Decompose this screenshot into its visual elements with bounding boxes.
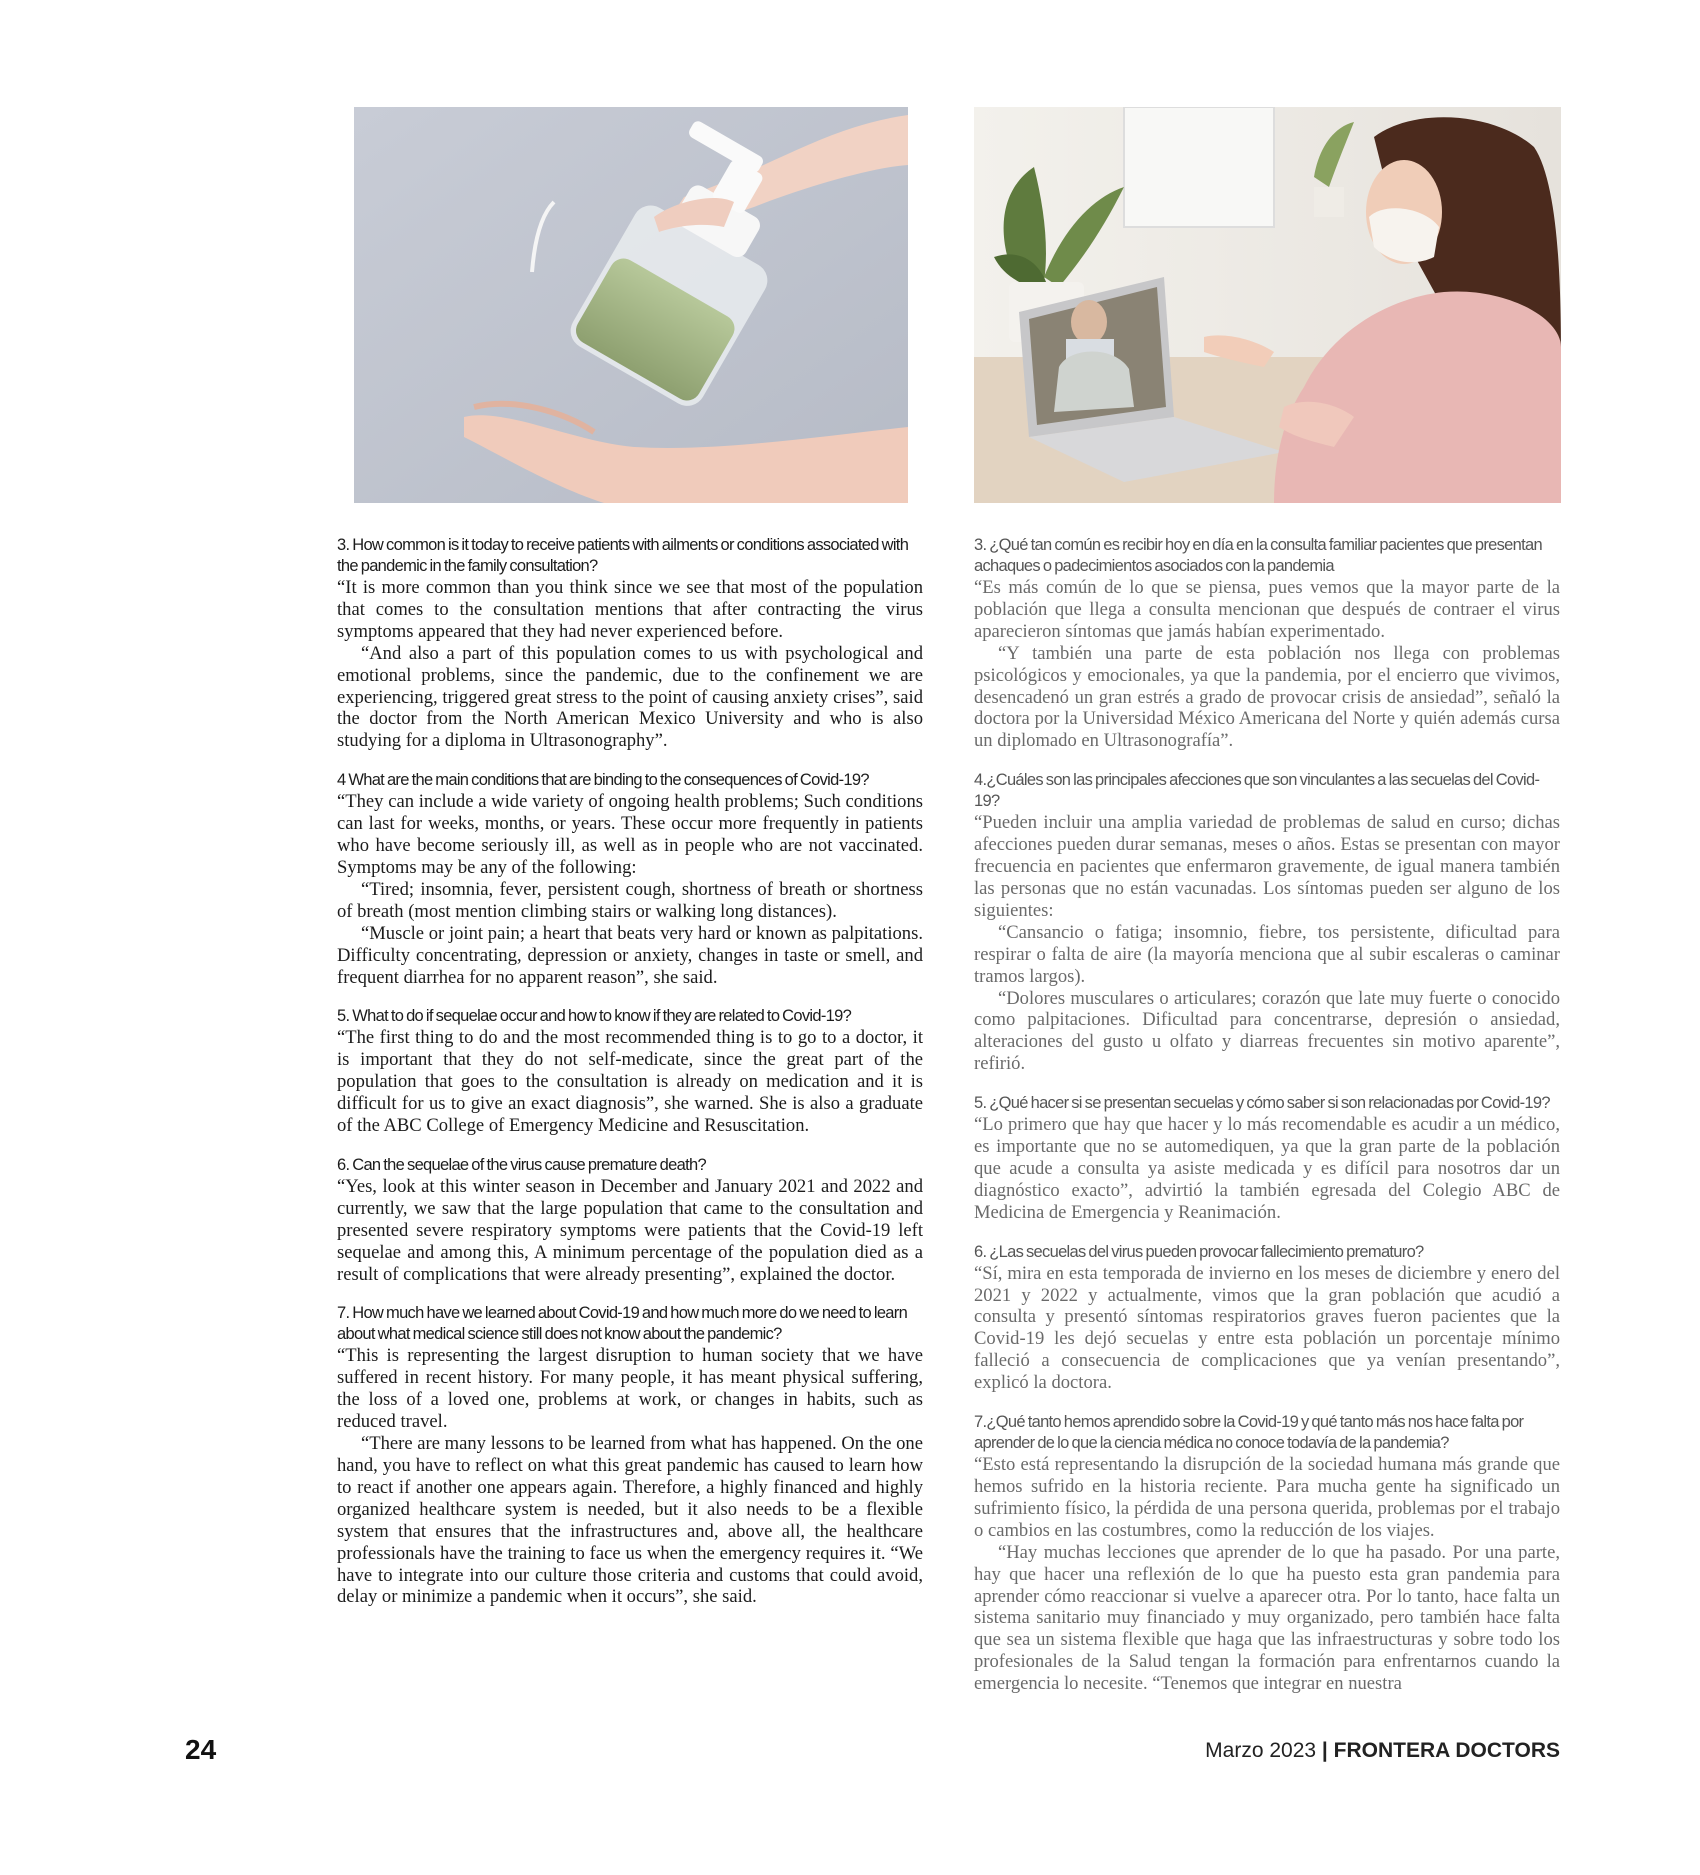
- english-question: 4 What are the main conditions that are binding to the consequences of Covid-19?: [337, 771, 869, 790]
- english-section-5: [337, 1303, 923, 1608]
- english-paragraph: “There are many lessons to be learned from what has happened. On the one hand, you have to reflect on what this great pandemic has caused to learn how to react if another one appears again. Therefore, a highly financed and highly organized healthcare system is needed, but it also needs to be a flexible system that ensures that the infrastructures and, above all, the healthcare professionals have the training to face us when the emergency requires it. “We have to integrate into our culture those criteria and customs that could avoid, delay or minimize a pandemic when it occurs”, she said.: [337, 1433, 923, 1608]
- spanish-section-1: [974, 535, 1560, 752]
- spanish-paragraph: “Esto está representando la disrupción de la sociedad humana más grande que hemos sufrido en la historia reciente. Para mucha gente ha significado un sufrimiento físico, la pérdida de una persona querida, problemas por el trabajo o cambios en las costumbres, como la reducción de los viajes.: [974, 1454, 1560, 1541]
- spanish-question: 4.¿Cuáles son las principales afecciones que son vinculantes a las secuelas del Covid-19?: [974, 771, 1540, 811]
- publication-footer: [1205, 1739, 1560, 1763]
- english-section-2: [337, 770, 923, 988]
- english-paragraph: “They can include a wide variety of ongoing health problems; Such conditions can last for weeks, months, or years. These occur more frequently in patients who have become seriously ill, as well as in people who are not vaccinated. Symptoms may be any of the following:: [337, 791, 923, 878]
- spanish-paragraph: “Pueden incluir una amplia variedad de problemas de salud en curso; dichas afecciones pueden durar semanas, meses o años. Estas se presentan con mayor frecuencia en pacientes que enfermaron gravemente, de igual manera también las personas que no están vacunadas. Los síntomas pueden ser alguno de los siguientes:: [974, 812, 1560, 921]
- spanish-paragraph: “Dolores musculares o articulares; corazón que late muy fuerte o conocido como palpitaciones. Dificultad para concentrarse, depresión o ansiedad, alteraciones del gusto u olfato y diarreas frecuentes sin motivo aparente”, refirió.: [974, 987, 1560, 1075]
- issue-date: Marzo 2023: [1205, 1739, 1317, 1762]
- english-section-1: [337, 535, 923, 752]
- english-paragraph: “Tired; insomnia, fever, persistent cough, shortness of breath or shortness of breath (most mention climbing stairs or walking long distances).: [337, 878, 923, 922]
- spanish-question: 7.¿Qué tanto hemos aprendido sobre la Covid-19 y qué tanto más nos hace falta por aprender de lo que la ciencia médica no conoce todavía de la pandemia?: [974, 1413, 1524, 1453]
- spanish-section-3: [974, 1093, 1560, 1224]
- spanish-paragraph: “Y también una parte de esta población nos llega con problemas psicológicos y emocionales, ya que la pandemia, por el encierro que vivimos, desencadenó un gran estrés a grado de provocar crisis de ansiedad”, señaló la doctora por la Universidad México Americana del Norte y quién además cursa un diplomado en Ultrasonografía”.: [974, 642, 1560, 752]
- hand-sanitizer-photo: [354, 107, 908, 503]
- spanish-section-2: [974, 770, 1560, 1075]
- spanish-paragraph: “Lo primero que hay que hacer y lo más recomendable es acudir a un médico, es importante que no se automediquen, ya que la gran parte de la población que acude a consulta ya asiste medicada y es difícil para nosotros dar un diagnóstico exacto”, advirtió la también egresada del Colegio ABC de Medicina de Emergencia y Reanimación.: [974, 1114, 1560, 1223]
- spanish-question: 6. ¿Las secuelas del virus pueden provocar fallecimiento prematuro?: [974, 1242, 1424, 1261]
- footer-separator: |: [1321, 1739, 1328, 1762]
- english-paragraph: “The first thing to do and the most recommended thing is to go to a doctor, it is important that they do not self-medicate, since the great part of the population that goes to the consultation is already on medication and it is difficult for us to give an exact diagnosis”, she warned. She is also a graduate of the ABC College of Emergency Medicine and Resuscitation.: [337, 1027, 923, 1137]
- english-paragraph: “And also a part of this population comes to us with psychological and emotional problems, since the pandemic, due to the confinement we are experiencing, triggered great stress to the point of causing anxiety crises”, said the doctor from the North American Mexico University and who is also studying for a diploma in Ultrasonography”.: [337, 642, 923, 752]
- spanish-section-5: [974, 1412, 1560, 1695]
- publication-name: FRONTERA DOCTORS: [1333, 1739, 1560, 1762]
- english-question: 5. What to do if sequelae occur and how to know if they are related to Covid-19?: [337, 1007, 852, 1026]
- spanish-question: 3. ¿Qué tan común es recibir hoy en día en la consulta familiar pacientes que presentan achaques o padecimientos asociados con la pandemia: [974, 536, 1542, 575]
- english-question: 3. How common is it today to receive patients with ailments or conditions associated with the pandemic in the family consultation?: [337, 536, 909, 575]
- english-paragraph: “This is representing the largest disruption to human society that we have suffered in recent history. For many people, it has meant physical suffering, the loss of a loved one, problems at work, or changes in habits, such as reduced travel.: [337, 1345, 923, 1433]
- video-consultation-photo: [974, 107, 1561, 503]
- spanish-paragraph: “Hay muchas lecciones que aprender de lo que ha pasado. Por una parte, hay que hacer una reflexión de lo que ha puesto esta gran pandemia para aprender cómo reaccionar si vuelve a aparecer otra. Por lo tanto, hace falta un sistema sanitario muy financiado y muy organizado, pero también hace falta que sea un sistema flexible que haga que las infraestructuras y sobre todo los profesionales de la Salud tengan la formación para enfrentarnos cuando la emergencia lo necesite. “Tenemos que integrar en nuestra: [974, 1541, 1560, 1695]
- english-section-3: [337, 1006, 923, 1137]
- page-number: 24: [185, 1734, 217, 1765]
- spanish-paragraph: “Es más común de lo que se piensa, pues vemos que la mayor parte de la población que llega a consulta mencionan que después de contraer el virus aparecieron síntomas que jamás habían experimentado.: [974, 577, 1560, 642]
- english-column: [337, 535, 923, 1626]
- spanish-column: [974, 535, 1560, 1713]
- english-section-4: [337, 1155, 923, 1286]
- spanish-question: 5. ¿Qué hacer si se presentan secuelas y cómo saber si son relacionadas por Covid-19?: [974, 1094, 1550, 1113]
- english-question: 7. How much have we learned about Covid-19 and how much more do we need to learn about what medical science still does not know about the pandemic?: [337, 1304, 908, 1344]
- english-paragraph: “Yes, look at this winter season in December and January 2021 and 2022 and currently, we saw that the large population that came to the consultation and presented severe respiratory symptoms were patients that the Covid-19 left sequelae and among this, A minimum percentage of the population died as a result of complications that were already presenting”, explained the doctor.: [337, 1175, 923, 1285]
- english-paragraph: “Muscle or joint pain; a heart that beats very hard or known as palpitations. Difficulty concentrating, depression or anxiety, changes in taste or smell, and frequent diarrhea for no apparent reason”, she said.: [337, 922, 923, 988]
- spanish-paragraph: “Sí, mira en esta temporada de invierno en los meses de diciembre y enero del 2021 y 2022 y actualmente, vimos que la gran población que acudió a consulta y presentó síntomas respiratorios graves fueron pacientes que la Covid-19 les dejó secuelas y entre esta población un porcentaje mínimo falleció a consecuencia de complicaciones que ya venían presentando”, explicó la doctora.: [974, 1262, 1560, 1394]
- english-paragraph: “It is more common than you think since we see that most of the population that comes to the consultation mentions that after contracting the virus symptoms appeared that they had never experienced before.: [337, 577, 923, 642]
- english-question: 6. Can the sequelae of the virus cause premature death?: [337, 1155, 706, 1174]
- spanish-paragraph: “Cansancio o fatiga; insomnio, fiebre, tos persistente, dificultad para respirar o falta de aire (la mayoría menciona que al subir escaleras o caminar tramos largos).: [974, 921, 1560, 987]
- spanish-section-4: [974, 1242, 1560, 1394]
